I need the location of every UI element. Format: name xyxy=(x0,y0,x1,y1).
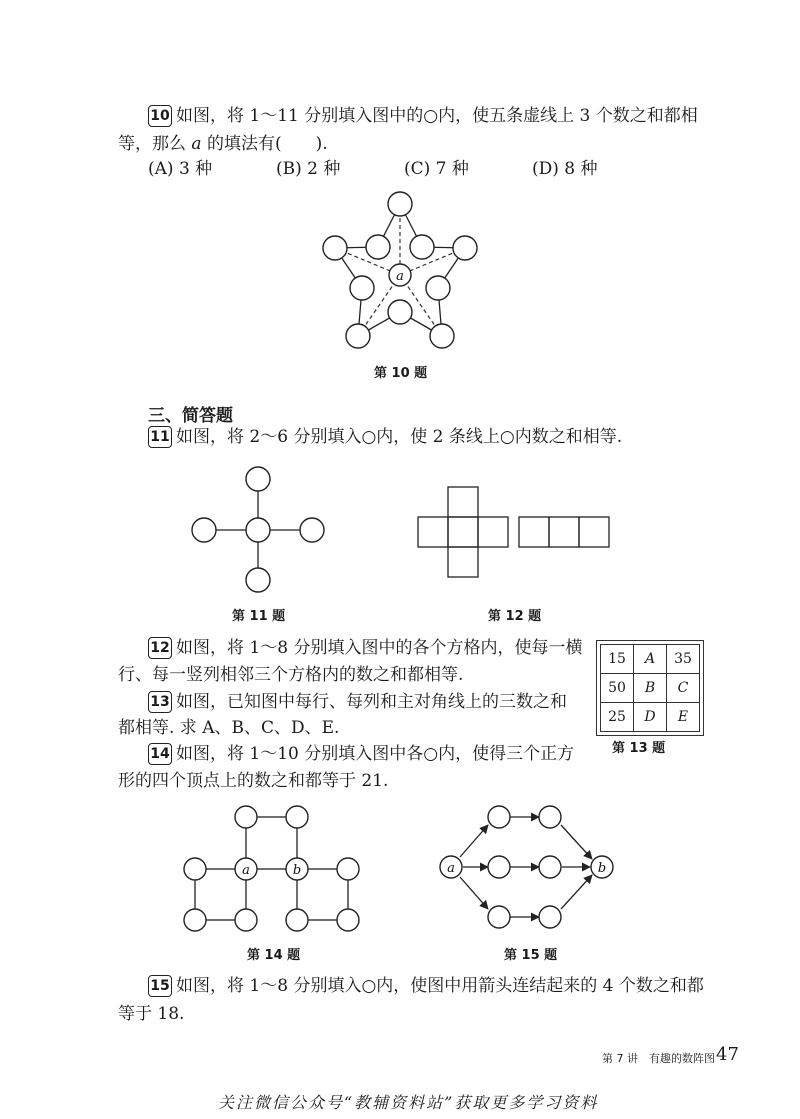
q12-line1 xyxy=(148,636,582,660)
q10-label-a: a xyxy=(396,269,404,284)
q14-circle xyxy=(337,909,359,931)
q10-circle-inner-3 xyxy=(350,276,374,300)
q13-cell: C xyxy=(667,674,700,703)
q10-var-a: a xyxy=(191,134,202,154)
q12-cell-3 xyxy=(448,517,478,547)
q15-label-b: b xyxy=(597,861,607,876)
q10-number: 10 xyxy=(148,105,172,127)
q15-circle xyxy=(539,856,561,878)
section-3-title: 三、简答题 xyxy=(148,406,233,426)
table-row xyxy=(601,674,700,703)
q12-number: 12 xyxy=(148,637,172,659)
q11-text: 如图，将 2～6 分别填入○内，使 2 条线上○内数之和相等. xyxy=(176,427,623,447)
q10-circle-inner-1 xyxy=(366,235,390,259)
q14-circle xyxy=(235,806,257,828)
q10-circle-right xyxy=(453,236,477,260)
q10-option-b: (B) 2 种 xyxy=(276,159,341,179)
q10-text-2a: 等，那么 xyxy=(118,134,192,154)
q12-cell-1 xyxy=(418,517,448,547)
q13-cell: 15 xyxy=(601,645,634,674)
q10-text-1: 如图，将 1～11 分别填入图中的○内，使五条虚线上 3 个数之和都相 xyxy=(176,106,698,126)
q10-caption: 第 10 题 xyxy=(374,366,428,381)
footer-watermark: 关注微信公众号“教辅资料站”获取更多学习资料 xyxy=(218,1093,599,1112)
q14-line1 xyxy=(148,742,574,766)
q15-line1 xyxy=(148,974,704,998)
q11-cross-figure xyxy=(185,460,335,600)
q12-text-1: 如图，将 1～8 分别填入图中的各个方格内，使每一横 xyxy=(176,638,583,658)
q13-cell: 35 xyxy=(667,645,700,674)
q10-text-2b: 的填法有( ). xyxy=(201,134,328,154)
footer-lecture-title: 第 7 讲 有趣的数阵图 xyxy=(602,1052,715,1065)
q10-circle-inner-4 xyxy=(426,276,450,300)
q13-text-1: 如图，已知图中每行、每列和主对角线上的三数之和 xyxy=(176,692,567,712)
page-number: 47 xyxy=(716,1044,739,1065)
q11-caption: 第 11 题 xyxy=(232,609,286,624)
q11-circle-center xyxy=(246,518,270,542)
q11-line xyxy=(148,425,622,449)
q13-magic-square xyxy=(596,640,704,736)
q12-cell-6 xyxy=(519,517,549,547)
q15-circle xyxy=(488,806,510,828)
q14-circle xyxy=(184,909,206,931)
q12-cell-4 xyxy=(448,547,478,577)
q15-line2: 等于 18. xyxy=(118,1004,185,1024)
q10-circle-top xyxy=(388,192,412,216)
q10-options xyxy=(148,157,660,181)
q10-option-a: (A) 3 种 xyxy=(148,159,213,179)
q10-circle-inner-2 xyxy=(410,235,434,259)
q11-circle-bottom xyxy=(246,568,270,592)
q15-number: 15 xyxy=(148,975,172,997)
q11-circle-right xyxy=(300,518,324,542)
q10-line2 xyxy=(118,132,328,156)
q13-number: 13 xyxy=(148,691,172,713)
q12-cell-8 xyxy=(579,517,609,547)
q11-circle-top xyxy=(246,467,270,491)
q15-label-a: a xyxy=(447,861,455,876)
q14-circle xyxy=(235,909,257,931)
q14-label-a: a xyxy=(242,863,250,878)
q10-circle-left xyxy=(323,236,347,260)
q14-circle xyxy=(337,858,359,880)
table-row xyxy=(601,703,700,732)
q14-line2: 形的四个顶点上的数之和都等于 21. xyxy=(118,771,389,791)
q13-line1 xyxy=(148,690,567,714)
q13-caption: 第 13 题 xyxy=(612,741,666,756)
q14-circle xyxy=(286,806,308,828)
q15-circle xyxy=(539,806,561,828)
q13-cell: B xyxy=(634,674,667,703)
q15-text-1: 如图，将 1～8 分别填入○内，使图中用箭头连结起来的 4 个数之和都 xyxy=(176,976,704,996)
q14-circle xyxy=(286,909,308,931)
q14-label-b: b xyxy=(292,863,302,878)
q13-cell: D xyxy=(634,703,667,732)
q15-arrow-figure xyxy=(428,795,628,940)
q10-star-figure xyxy=(300,185,500,360)
q14-number: 14 xyxy=(148,743,172,765)
q15-circle xyxy=(488,906,510,928)
q10-line1 xyxy=(148,104,698,128)
q14-caption: 第 14 题 xyxy=(247,948,301,963)
q11-number: 11 xyxy=(148,426,172,448)
q12-grid-figure xyxy=(415,485,615,580)
q12-cell-7 xyxy=(549,517,579,547)
q15-circle xyxy=(488,856,510,878)
q10-circle-bottom-right xyxy=(430,324,454,348)
q13-cell: 25 xyxy=(601,703,634,732)
q14-squares-figure xyxy=(178,800,368,940)
table-row xyxy=(601,645,700,674)
q12-caption: 第 12 题 xyxy=(488,609,542,624)
q13-cell: A xyxy=(634,645,667,674)
q15-circle xyxy=(539,906,561,928)
q12-line2: 行、每一竖列相邻三个方格内的数之和都相等. xyxy=(118,665,464,685)
q13-cell: 50 xyxy=(601,674,634,703)
q11-circle-left xyxy=(192,518,216,542)
q15-caption: 第 15 题 xyxy=(504,948,558,963)
q12-cell-2 xyxy=(448,487,478,517)
q10-option-d: (D) 8 种 xyxy=(532,159,598,179)
q13-table xyxy=(600,644,700,732)
q14-circle xyxy=(184,858,206,880)
q10-circle-bottom-left xyxy=(346,324,370,348)
q13-cell: E xyxy=(667,703,700,732)
q13-line2: 都相等. 求 A、B、C、D、E. xyxy=(118,718,340,738)
q10-option-c: (C) 7 种 xyxy=(404,159,469,179)
q12-cell-5 xyxy=(478,517,508,547)
q14-text-1: 如图，将 1～10 分别填入图中各○内，使得三个正方 xyxy=(176,744,575,764)
q10-circle-inner-5 xyxy=(388,300,412,324)
